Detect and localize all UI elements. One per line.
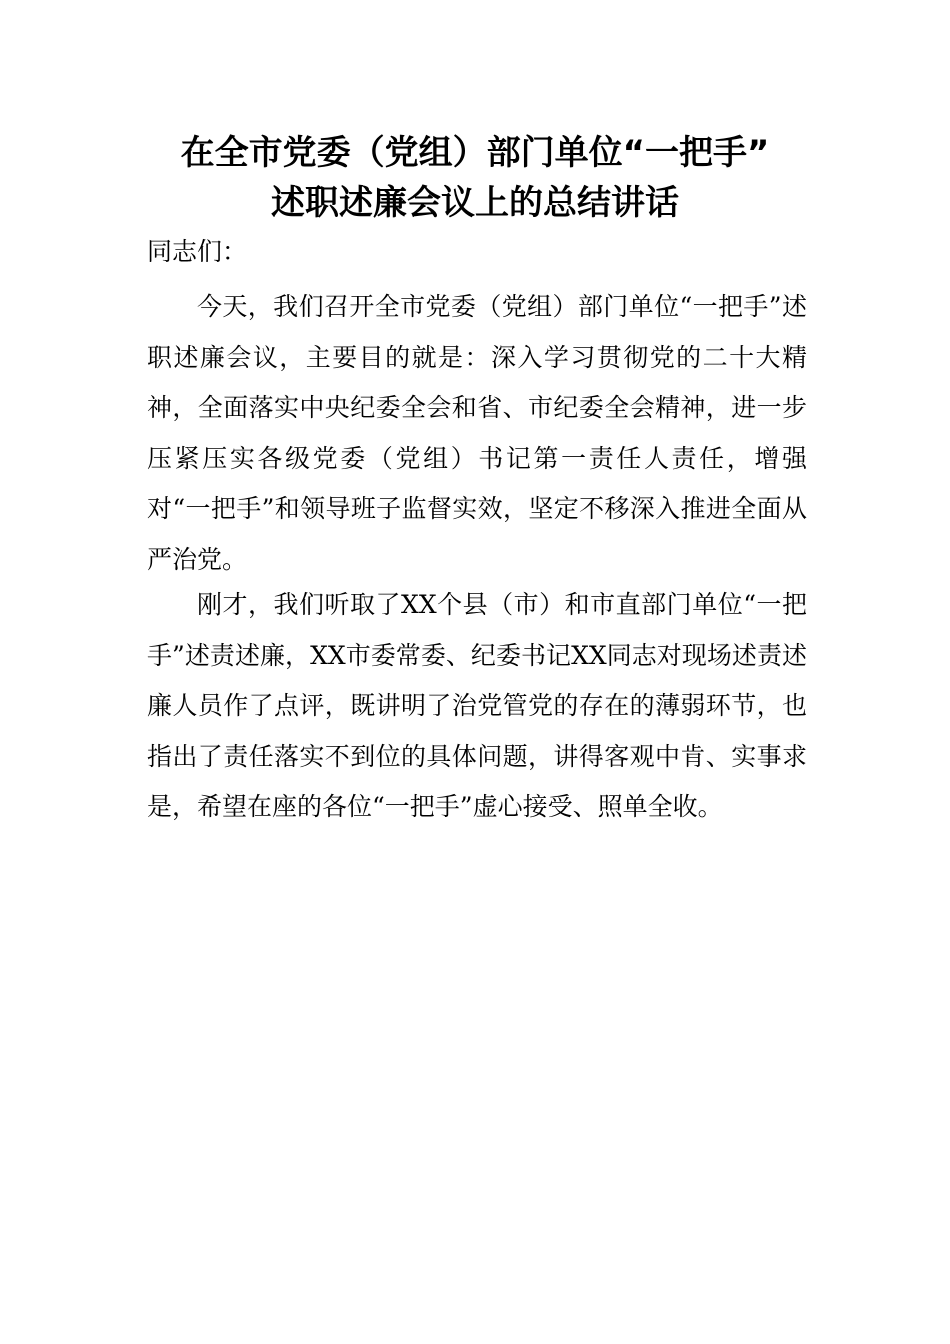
salutation: 同志们：: [147, 237, 248, 266]
document-title-line-2: 述职述廉会议上的总结讲话: [271, 183, 679, 223]
paragraph-2: 刚才，我们听取了XX个县（市）和市直部门单位“一把手”述责述廉，XX市委常委、纪委书记XX同志对现场述责述廉人员作了点评，既讲明了治党管党的存在的薄弱环节，也指出了责任落实不到位的具体问题，讲得客观中肯、实事求是，希望在座的各位“一把手”虚心接受、照单全收。: [147, 590, 807, 822]
document-title-line-1: 在全市党委（党组）部门单位“一把手”: [180, 133, 770, 173]
paragraph-1: 今天，我们召开全市党委（党组）部门单位“一把手”述职述廉会议，主要目的就是：深入学习贯彻党的二十大精神，全面落实中央纪委全会和省、市纪委全会精神，进一步压紧压实各级党委（党组）书记第一责任人责任，增强对“一把手”和领导班子监督实效，坚定不移深入推进全面从严治党。: [147, 292, 807, 574]
